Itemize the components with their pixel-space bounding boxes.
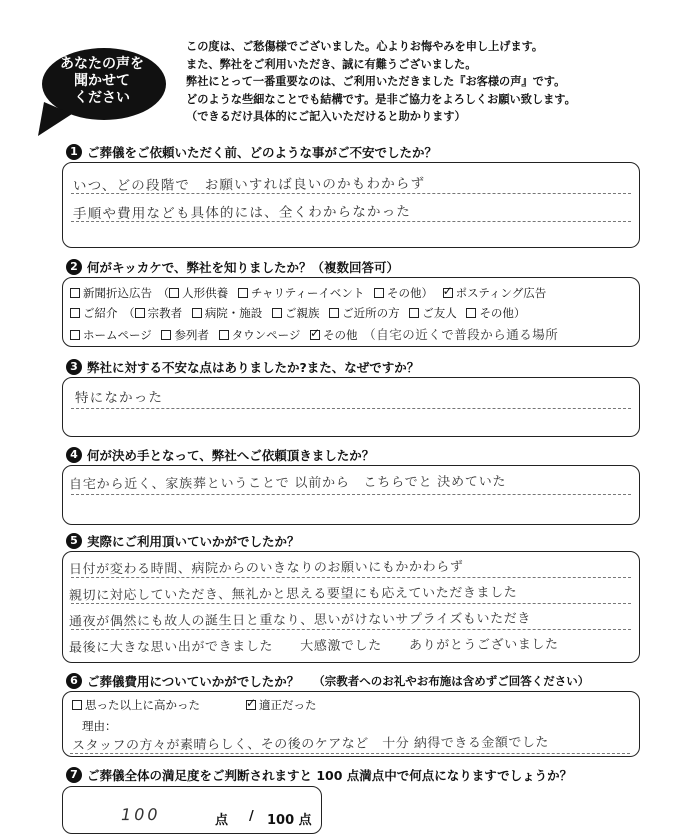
option-relatives[interactable]: ご親族 bbox=[272, 306, 320, 320]
q6-number: 6 bbox=[66, 673, 82, 689]
checkbox-icon bbox=[374, 288, 384, 298]
option-fair[interactable]: ✓ 適正だった bbox=[246, 697, 317, 713]
q4-answer-box[interactable] bbox=[62, 465, 640, 525]
q5-answer-box[interactable] bbox=[62, 551, 640, 663]
checkbox-icon bbox=[329, 308, 339, 318]
q5-number: 5 bbox=[66, 533, 82, 549]
q2-options-row bbox=[70, 305, 531, 321]
intro-line: また、弊社をご利用いただき、誠に有難うございました。 bbox=[186, 57, 477, 71]
option-new-paper[interactable]: 新聞折込広告 bbox=[70, 286, 152, 300]
option-attendee[interactable]: 参列者 bbox=[161, 328, 209, 342]
checkbox-icon bbox=[72, 700, 82, 710]
q1-answer-line: 手順や費用なども具体的には、全くわからなかった bbox=[72, 203, 412, 223]
checkbox-icon bbox=[272, 308, 282, 318]
answer-rule bbox=[71, 603, 631, 604]
intro-line: 弊社にとって一番重要なのは、ご利用いただきました『お客様の声』です。 bbox=[186, 75, 566, 88]
q6-reason: スタッフの方々が素晴らしく、その後のケアなど 十分 納得できる金額でした bbox=[71, 735, 549, 754]
voice-bubble bbox=[38, 44, 166, 128]
option-other-1[interactable]: その他） bbox=[374, 286, 433, 300]
option-townpage[interactable]: タウンページ bbox=[219, 328, 301, 342]
q1-heading bbox=[66, 143, 437, 161]
option-expensive[interactable]: 思った以上に高かった bbox=[72, 697, 200, 713]
q7-slash: / bbox=[249, 809, 254, 824]
checkbox-checked-icon bbox=[443, 288, 453, 298]
q1-answer-line: いつ、どの段階で お願いすれば良いのかもわからず bbox=[72, 175, 426, 195]
q5-answer-line: 親切に対応していただき、無礼かと思える要望にも応えていただきました bbox=[68, 585, 518, 604]
intro-line: この度は、ご愁傷様でございました。心よりお悔やみを申し上げます。 bbox=[186, 40, 544, 53]
option-neighbors[interactable]: ご近所の方 bbox=[329, 306, 400, 320]
q6-reason-label: 理由： bbox=[82, 719, 117, 733]
checkbox-checked-icon bbox=[246, 700, 256, 710]
answer-rule bbox=[71, 494, 631, 495]
checkbox-icon bbox=[238, 288, 248, 298]
checkbox-icon bbox=[135, 308, 145, 318]
option-friends[interactable]: ご友人 bbox=[409, 306, 457, 320]
answer-rule bbox=[71, 408, 631, 409]
q6-heading bbox=[66, 672, 589, 690]
q3-number: 3 bbox=[66, 359, 82, 375]
q5-answer-line: 通夜が偶然にも故人の誕生日と重なり、思いがけないサプライズもいただき bbox=[68, 611, 531, 630]
option-religious[interactable]: （ 宗教者 bbox=[123, 306, 183, 320]
option-homepage[interactable]: ホームページ bbox=[70, 328, 152, 342]
q2-options-row bbox=[70, 285, 552, 301]
q7-score: 100 bbox=[120, 804, 161, 825]
q7-unit: 点 bbox=[215, 813, 229, 828]
option-posting[interactable]: ✓ ポスティング広告 bbox=[443, 286, 547, 300]
bubble-text bbox=[38, 56, 166, 107]
checkbox-icon bbox=[161, 330, 171, 340]
option-other-3[interactable]: ✓ その他 bbox=[310, 328, 358, 342]
answer-rule bbox=[70, 753, 630, 754]
q2-number: 2 bbox=[66, 259, 82, 275]
checkbox-icon bbox=[219, 330, 229, 340]
bubble-line: あなたの声を bbox=[60, 56, 144, 72]
checkbox-icon bbox=[192, 308, 202, 318]
q1-answer-box[interactable] bbox=[62, 162, 640, 248]
q7-max: 100 点 bbox=[267, 813, 312, 828]
q7-heading bbox=[66, 766, 572, 784]
q6-title: ご葬儀費用についていかがでしたか？ bbox=[87, 674, 300, 689]
q3-heading bbox=[66, 358, 419, 376]
answer-rule bbox=[71, 629, 631, 630]
q3-answer: 特になかった bbox=[74, 389, 164, 407]
q5-heading bbox=[66, 532, 300, 550]
checkbox-icon bbox=[70, 288, 80, 298]
checkbox-checked-icon bbox=[310, 330, 320, 340]
q2-title: 何がキッカケで、弊社を知りましたか？（複数回答可） bbox=[87, 260, 400, 275]
q7-number: 7 bbox=[66, 767, 82, 783]
checkbox-icon bbox=[70, 330, 80, 340]
q4-number: 4 bbox=[66, 447, 82, 463]
q7-title: ご葬儀全体の満足度をご判断されますと 100 点満点中で何点になりますでしょうか？ bbox=[87, 768, 573, 783]
option-other-2[interactable]: その他） bbox=[466, 306, 525, 320]
q3-answer-box[interactable] bbox=[62, 377, 640, 437]
intro-text bbox=[186, 38, 656, 126]
checkbox-icon bbox=[169, 288, 179, 298]
q4-answer: 自宅から近く、家族葬ということで 以前から こちらでと 決めていた bbox=[68, 474, 507, 493]
intro-line: どのような些細なことでも結構です。是非ご協力をよろしくお願い致します。 bbox=[186, 92, 576, 106]
q5-answer-line: 日付が変わる時間、病院からのいきなりのお願いにもかかわらず bbox=[68, 559, 464, 578]
q4-heading bbox=[66, 446, 374, 464]
bubble-line: 聞かせて bbox=[74, 73, 130, 89]
option-hospital[interactable]: 病院・施設 bbox=[192, 306, 263, 320]
q1-title: ご葬儀をご依頼いただく前、どのような事がご不安でしたか？ bbox=[87, 145, 438, 160]
q3-title: 弊社に対する不安な点はありましたか?また、なぜですか？ bbox=[87, 360, 420, 375]
q7-score-box[interactable] bbox=[62, 786, 322, 834]
q4-title: 何が決め手となって、弊社へご依頼頂きましたか？ bbox=[87, 448, 375, 463]
intro-line: （できるだけ具体的にご記入いただけると助かります） bbox=[186, 110, 466, 123]
q2-other-text: （自宅の近くで普段から通る場所 bbox=[363, 327, 559, 342]
q2-options-row bbox=[70, 325, 564, 343]
checkbox-icon bbox=[466, 308, 476, 318]
q5-title: 実際にご利用頂いていかがでしたか？ bbox=[87, 534, 300, 549]
q1-number: 1 bbox=[66, 144, 82, 160]
option-charity[interactable]: チャリティーイベント bbox=[238, 286, 365, 300]
q6-note: （宗教者へのお礼やお布施は含めずご回答ください） bbox=[313, 674, 590, 688]
option-doll[interactable]: （ 人形供養 bbox=[157, 286, 229, 300]
bubble-line: ください bbox=[74, 90, 130, 106]
q5-answer-line: 最後に大きな思い出ができました 大感激でした ありがとうございました bbox=[68, 637, 559, 656]
q2-heading bbox=[66, 258, 399, 276]
checkbox-icon bbox=[70, 308, 80, 318]
option-referral[interactable]: ご紹介 bbox=[70, 306, 118, 320]
answer-rule bbox=[71, 577, 631, 578]
checkbox-icon bbox=[409, 308, 419, 318]
